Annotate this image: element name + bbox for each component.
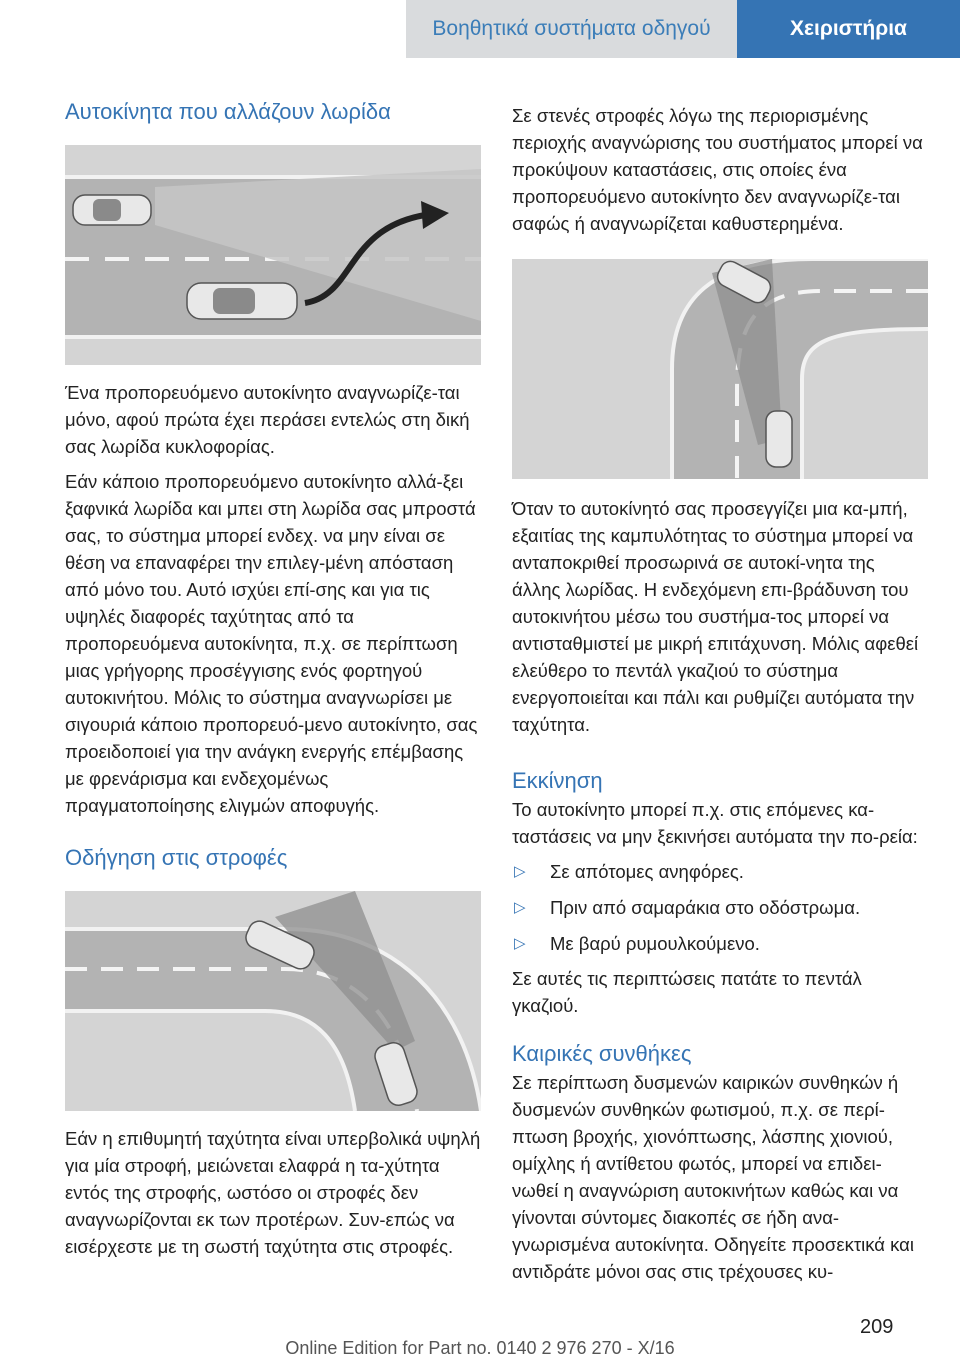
start-conditions-list	[512, 858, 928, 957]
figure-lane-change	[65, 145, 481, 365]
triangle-bullet-icon: ▷	[514, 935, 526, 952]
heading-start: Εκκίνηση	[512, 768, 603, 793]
header-section-title: Βοηθητικά συστήματα οδηγού	[406, 0, 737, 58]
figure-curve	[65, 891, 481, 1111]
figure-bend	[512, 259, 928, 479]
paragraph-start-conditions: Το αυτοκίνητο μπορεί π.χ. στις επόμενες κα-ταστάσεις να μην ξεκινήσει αυτόματα την πο-ρεία:	[512, 799, 918, 847]
heading-weather: Καιρικές συνθήκες	[512, 1041, 692, 1066]
car-front-icon	[73, 195, 151, 225]
paragraph-curve-speed: Εάν η επιθυμητή ταχύτητα είναι υπερβολικά υψηλή για μία στροφή, μειώνεται ελαφρά η τα-χύτητα εντός της στροφής, ωστόσο οι στροφές δεν αναγνωρίζονται εκ των προτέρων. Συν-επώς να εισέρχεστε με τη σωστή ταχύτητα στις στροφές.	[65, 1128, 481, 1257]
lane-change-illustration	[65, 145, 481, 365]
right-column	[512, 102, 928, 1285]
header-tabs	[406, 0, 960, 58]
curve-illustration	[65, 891, 481, 1111]
list-item: ▷ Σε απότομες ανηφόρες.	[512, 858, 928, 885]
footer-edition: Online Edition for Part no. 0140 2 976 270 - X/16	[285, 1338, 675, 1358]
paragraph-bend: Όταν το αυτοκίνητό σας προσεγγίζει μια κα-μπή, εξαιτίας της καμπυλότητας το σύστημα μπορεί να ανταποκριθεί προσωρινά σε αυτοκί-νητα της άλλης λωρίδας. Η ενδεχόμενη επι-βράδυνση του αυτοκινήτου μέσω του συστήμα-τος μπορεί να αντισταθμιστεί με μικρή επιτάχυνση. Μόλις αφεθεί ελεύθερο το πεντάλ γκαζιού το σύστημα ενεργοποιείται και πάλι και ρυθμίζει αυτόματα την ταχύτητα.	[512, 498, 919, 735]
heading-curves: Οδήγηση στις στροφές	[65, 845, 288, 870]
paragraph-press-pedal: Σε αυτές τις περιπτώσεις πατάτε το πεντάλ γκαζιού.	[512, 968, 862, 1016]
left-column	[65, 97, 481, 1260]
bend-illustration	[512, 259, 928, 479]
page-number: 209	[860, 1316, 894, 1338]
list-item: ▷ Πριν από σαμαράκια στο οδόστρωμα.	[512, 894, 928, 921]
car-own-icon	[187, 283, 297, 319]
paragraph-sudden-lane-change: Εάν κάποιο προπορευόμενο αυτοκίνητο αλλά-ξει ξαφνικά λωρίδα και μπει στη λωρίδα σας μπροστά σας, το σύστημα μπορεί ενδεχ. να μην είναι σε θέση να επαναφέρει την επιλεγ-μένη απόσταση από μόνο του. Αυτό ισχύει επί-σης και για τις υψηλές διαφορές ταχύτητας από τα προπορευόμενα αυτοκίνητα, π.χ. σε περίπτωση μιας γρήγορης προσέγγισης ενός φορτηγού αυτοκινήτου. Μόλις το σύστημα αναγνωρίσει με σιγουριά κάποιο προπορευό-μενο αυτοκίνητο, σας προειδοποιεί για την ανάγκη ενεργής επέμβασης με φρενάρισμα και ενδεχομένως πραγματοποίησης ελιγμών αποφυγής.	[65, 471, 478, 816]
header-manual-title: Χειριστήρια	[737, 0, 960, 58]
triangle-bullet-icon: ▷	[514, 863, 526, 880]
car-own-icon	[766, 411, 792, 467]
paragraph-tight-curves: Σε στενές στροφές λόγω της περιορισμένης περιοχής αναγνώρισης του συστήματος μπορεί να προκύψουν καταστάσεις, στις οποίες ένα προπορευόμενο αυτοκίνητο δεν αναγνωρίζε-ται σαφώς ή αναγνωρίζεται καθυστερημένα.	[512, 105, 923, 234]
heading-lane-change: Αυτοκίνητα που αλλάζουν λωρίδα	[65, 99, 391, 124]
paragraph-detect-only: Ένα προπορευόμενο αυτοκίνητο αναγνωρίζε-ται μόνο, αφού πρώτα έχει περάσει εντελώς στη δική σας λωρίδα κυκλοφορίας.	[65, 382, 470, 457]
paragraph-weather: Σε περίπτωση δυσμενών καιρικών συνθηκών ή δυσμενών συνθηκών φωτισμού, π.χ. σε περί-πτωση βροχής, χιονόπτωσης, λάσπης χιονιού, ομίχλης ή αντίθετου φωτός, μπορεί να επιδει-νωθεί η αναγνώριση αυτοκινήτων καθώς και να γίνονται σύντομες διακοπές σε ήδη ανα-γνωρισμένα αυτοκίνητα. Οδηγείτε προσεκτικά και αντιδράτε μόνοι σας στις τρέχουσες κυ-	[512, 1072, 914, 1282]
triangle-bullet-icon: ▷	[514, 899, 526, 916]
list-item: ▷ Με βαρύ ρυμουλκούμενο.	[512, 930, 928, 957]
